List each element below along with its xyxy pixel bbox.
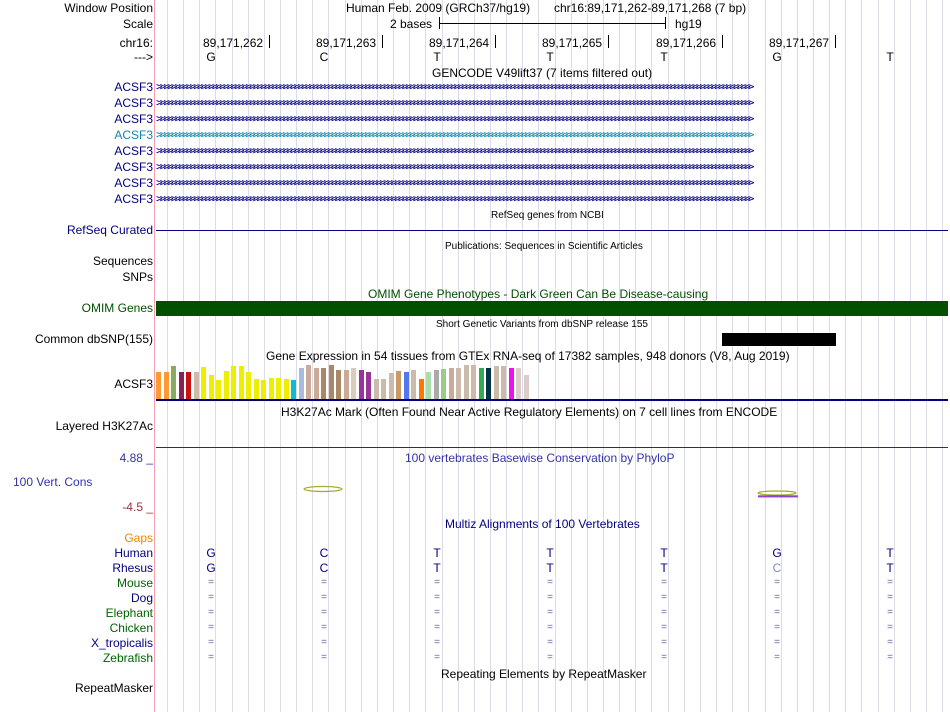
chrom-label: chr16: xyxy=(119,36,153,50)
multiz-base: = xyxy=(774,652,780,663)
gtex-tissue-bar[interactable] xyxy=(171,366,176,399)
multiz-base: G xyxy=(206,546,216,560)
gtex-tissue-bar[interactable] xyxy=(261,380,266,399)
assembly-info[interactable]: Human Feb. 2009 (GRCh37/hg19) xyxy=(346,1,531,15)
reference-base: G xyxy=(206,50,216,64)
reference-base: C xyxy=(319,50,329,64)
phylop-min: -4.5 _ xyxy=(122,500,153,514)
multiz-base: C xyxy=(319,561,329,575)
multiz-base: = xyxy=(321,637,327,648)
multiz-base: T xyxy=(433,561,441,575)
reference-base: T xyxy=(546,50,554,64)
multiz-base: = xyxy=(321,592,327,603)
multiz-species-label[interactable]: Rhesus xyxy=(112,561,153,575)
multiz-base: = xyxy=(208,592,214,603)
multiz-base: = xyxy=(661,607,667,618)
multiz-base: = xyxy=(208,652,214,663)
gtex-tissue-bar[interactable] xyxy=(254,379,259,399)
gtex-tissue-bar[interactable] xyxy=(329,365,334,399)
multiz-base: T xyxy=(546,561,554,575)
multiz-base: = xyxy=(661,652,667,663)
multiz-base: = xyxy=(887,622,893,633)
multiz-base: = xyxy=(321,622,327,633)
gtex-tissue-bar[interactable] xyxy=(479,368,484,399)
gtex-tissue-bar[interactable] xyxy=(239,366,244,399)
h3k27ac-track-title: H3K27Ac Mark (Often Found Near Active Regulatory Elements) on 7 cell lines from ENCODE xyxy=(281,405,778,419)
gtex-tissue-bar[interactable] xyxy=(156,372,161,399)
gtex-tissue-bar[interactable] xyxy=(471,365,476,399)
gtex-tissue-bar[interactable] xyxy=(209,375,214,399)
gencode-item-label[interactable]: ACSF3 xyxy=(114,128,153,142)
gtex-tissue-bar[interactable] xyxy=(486,368,491,399)
gencode-item-label[interactable]: ACSF3 xyxy=(114,96,153,110)
gtex-tissue-bar[interactable] xyxy=(299,368,304,399)
gtex-tissue-bar[interactable] xyxy=(269,378,274,399)
coordinate-label: 89,171,263 xyxy=(316,36,377,50)
multiz-base: = xyxy=(434,622,440,633)
dbsnp-track-title: Short Genetic Variants from dbSNP release 155 xyxy=(436,319,648,330)
multiz-base: T xyxy=(660,546,668,560)
gencode-transcript[interactable]: >>>>>>>>>>>>>>>>>>>>>>>>>>>>>>>>>>>>>>>>>>>>>>>>>>>>>>>>>>>>>>>>>>>>>>>>>>>>>>>>>>>>>>>>>>>>>>>>>>>>>>>>>>>>>>>>>>>>>>>>>>>>>>>>>>>>>>>>>>>>>>>>>>>>>>>>>>>>>>>> xyxy=(156,128,752,141)
multiz-base: = xyxy=(547,577,553,588)
multiz-base: C xyxy=(772,561,782,575)
multiz-base: = xyxy=(547,637,553,648)
coordinate-tick xyxy=(269,35,270,48)
window-position-label: Window Position xyxy=(64,1,153,15)
gtex-tissue-bar[interactable] xyxy=(464,365,469,399)
multiz-base: = xyxy=(434,592,440,603)
h3k27ac-baseline xyxy=(156,447,948,448)
gtex-tissue-bar[interactable] xyxy=(509,368,514,399)
gencode-transcript[interactable]: >>>>>>>>>>>>>>>>>>>>>>>>>>>>>>>>>>>>>>>>>>>>>>>>>>>>>>>>>>>>>>>>>>>>>>>>>>>>>>>>>>>>>>>>>>>>>>>>>>>>>>>>>>>>>>>>>>>>>>>>>>>>>>>>>>>>>>>>>>>>>>>>>>>>>>>>>>>>>>>> xyxy=(156,112,752,125)
multiz-base: T xyxy=(660,561,668,575)
gtex-tissue-bar[interactable] xyxy=(336,370,341,399)
gtex-tissue-bar[interactable] xyxy=(426,372,431,399)
gtex-tissue-bar[interactable] xyxy=(351,368,356,399)
gtex-tissue-bar[interactable] xyxy=(231,366,236,399)
gtex-tissue-bar[interactable] xyxy=(194,372,199,399)
gtex-tissue-bar[interactable] xyxy=(374,379,379,399)
gtex-tissue-bar[interactable] xyxy=(389,373,394,399)
multiz-base: = xyxy=(547,652,553,663)
strand-label: ---> xyxy=(134,50,153,64)
scale-db: hg19 xyxy=(675,17,702,31)
repeatmasker-label[interactable]: RepeatMasker xyxy=(74,681,153,695)
gtex-tissue-bar[interactable] xyxy=(359,370,364,399)
multiz-base: = xyxy=(774,637,780,648)
reference-base: T xyxy=(660,50,668,64)
gtex-barchart[interactable] xyxy=(156,365,536,399)
multiz-gaps-label[interactable]: Gaps xyxy=(124,531,153,545)
multiz-base: = xyxy=(208,607,214,618)
coordinate-label: 89,171,266 xyxy=(656,36,717,50)
position-text[interactable]: chr16:89,171,262-89,171,268 (7 bp) xyxy=(554,1,747,15)
gtex-tissue-bar[interactable] xyxy=(201,367,206,399)
coordinate-label: 89,171,265 xyxy=(542,36,603,50)
publications-track-title: Publications: Sequences in Scientific Articles xyxy=(445,241,643,252)
h3k27ac-label[interactable]: Layered H3K27Ac xyxy=(55,419,153,433)
multiz-base: = xyxy=(321,652,327,663)
gtex-tissue-bar[interactable] xyxy=(284,379,289,399)
coordinate-tick xyxy=(382,35,383,48)
multiz-base: = xyxy=(321,607,327,618)
omim-label[interactable]: OMIM Genes xyxy=(81,301,153,315)
multiz-base: = xyxy=(774,607,780,618)
multiz-base: = xyxy=(774,622,780,633)
publications-label-sequences[interactable]: Sequences xyxy=(92,254,153,268)
gtex-tissue-bar[interactable] xyxy=(306,365,311,399)
repeatmasker-track-title: Repeating Elements by RepeatMasker xyxy=(441,667,647,681)
gtex-tissue-bar[interactable] xyxy=(224,371,229,399)
multiz-base: G xyxy=(206,561,216,575)
scale-bar xyxy=(439,17,666,29)
reference-base: G xyxy=(772,50,782,64)
gencode-item-label[interactable]: ACSF3 xyxy=(114,80,153,94)
gtex-tissue-bar[interactable] xyxy=(179,372,184,399)
gtex-tissue-bar[interactable] xyxy=(381,379,386,399)
phylop-signal-left xyxy=(300,482,350,496)
multiz-base: = xyxy=(887,592,893,603)
multiz-species-label[interactable]: Human xyxy=(114,546,153,560)
phylop-max: 4.88 _ xyxy=(119,451,153,465)
multiz-base: = xyxy=(887,577,893,588)
gtex-tissue-bar[interactable] xyxy=(411,370,416,399)
label-separator xyxy=(154,0,155,712)
gtex-tissue-bar[interactable] xyxy=(321,368,326,399)
multiz-base: = xyxy=(774,592,780,603)
dbsnp-label[interactable]: Common dbSNP(155) xyxy=(34,332,153,346)
gtex-track-title: Gene Expression in 54 tissues from GTEx RNA-seq of 17382 samples, 948 donors (V8, Aug 2019) xyxy=(266,349,790,363)
multiz-species-label[interactable]: Chicken xyxy=(109,621,153,635)
gtex-tissue-bar[interactable] xyxy=(291,380,296,399)
gtex-tissue-bar[interactable] xyxy=(449,368,454,399)
gtex-tissue-bar[interactable] xyxy=(501,366,506,399)
multiz-base: = xyxy=(887,607,893,618)
coordinate-tick xyxy=(835,35,836,48)
gtex-label[interactable]: ACSF3 xyxy=(114,377,153,391)
coordinate-tick xyxy=(495,35,496,48)
refseq-track-title: RefSeq genes from NCBI xyxy=(491,210,604,221)
multiz-base: = xyxy=(887,637,893,648)
multiz-track-title: Multiz Alignments of 100 Vertebrates xyxy=(445,517,640,531)
gtex-tissue-bar[interactable] xyxy=(441,369,446,399)
multiz-base: = xyxy=(547,622,553,633)
gencode-item-label[interactable]: ACSF3 xyxy=(114,160,153,174)
gtex-tissue-bar[interactable] xyxy=(404,372,409,399)
multiz-base: T xyxy=(886,546,894,560)
multiz-base: = xyxy=(208,622,214,633)
multiz-base: = xyxy=(434,652,440,663)
omim-track-title: OMIM Gene Phenotypes - Dark Green Can Be Disease-causing xyxy=(368,287,709,301)
multiz-base: = xyxy=(321,577,327,588)
multiz-base: G xyxy=(772,546,782,560)
dbsnp-variant-block[interactable] xyxy=(722,333,836,346)
gtex-tissue-bar[interactable] xyxy=(524,375,529,399)
multiz-base: = xyxy=(208,637,214,648)
gencode-track-title: GENCODE V49lift37 (7 items filtered out) xyxy=(432,66,653,80)
gtex-tissue-bar[interactable] xyxy=(396,371,401,399)
gtex-tissue-bar[interactable] xyxy=(516,368,521,399)
multiz-base: = xyxy=(547,592,553,603)
multiz-base: = xyxy=(434,637,440,648)
refseq-gene-line[interactable] xyxy=(156,230,948,231)
multiz-base: = xyxy=(208,577,214,588)
gtex-gene-line[interactable] xyxy=(156,399,948,401)
coordinate-label: 89,171,262 xyxy=(203,36,264,50)
multiz-base: = xyxy=(434,577,440,588)
gtex-tissue-bar[interactable] xyxy=(366,372,371,399)
coordinate-label: 89,171,267 xyxy=(769,36,830,50)
multiz-base: = xyxy=(661,622,667,633)
publications-label-snps[interactable]: SNPs xyxy=(122,270,153,284)
multiz-base: = xyxy=(547,607,553,618)
multiz-base: = xyxy=(661,592,667,603)
omim-bar[interactable] xyxy=(156,301,948,316)
gtex-tissue-bar[interactable] xyxy=(419,379,424,399)
gencode-transcript[interactable]: >>>>>>>>>>>>>>>>>>>>>>>>>>>>>>>>>>>>>>>>>>>>>>>>>>>>>>>>>>>>>>>>>>>>>>>>>>>>>>>>>>>>>>>>>>>>>>>>>>>>>>>>>>>>>>>>>>>>>>>>>>>>>>>>>>>>>>>>>>>>>>>>>>>>>>>>>>>>>>>> xyxy=(156,80,752,93)
multiz-species-label[interactable]: Dog xyxy=(130,591,153,605)
gencode-transcript[interactable]: >>>>>>>>>>>>>>>>>>>>>>>>>>>>>>>>>>>>>>>>>>>>>>>>>>>>>>>>>>>>>>>>>>>>>>>>>>>>>>>>>>>>>>>>>>>>>>>>>>>>>>>>>>>>>>>>>>>>>>>>>>>>>>>>>>>>>>>>>>>>>>>>>>>>>>>>>>>>>>>> xyxy=(156,144,752,157)
multiz-base: T xyxy=(433,546,441,560)
gencode-item-label[interactable]: ACSF3 xyxy=(114,176,153,190)
coordinate-tick xyxy=(722,35,723,48)
gtex-tissue-bar[interactable] xyxy=(276,378,281,399)
multiz-base: T xyxy=(546,546,554,560)
gtex-tissue-bar[interactable] xyxy=(344,370,349,399)
gencode-transcript[interactable]: >>>>>>>>>>>>>>>>>>>>>>>>>>>>>>>>>>>>>>>>>>>>>>>>>>>>>>>>>>>>>>>>>>>>>>>>>>>>>>>>>>>>>>>>>>>>>>>>>>>>>>>>>>>>>>>>>>>>>>>>>>>>>>>>>>>>>>>>>>>>>>>>>>>>>>>>>>>>>>>> xyxy=(156,96,752,109)
gtex-tissue-bar[interactable] xyxy=(246,372,251,399)
multiz-species-label[interactable]: Elephant xyxy=(105,606,153,620)
gtex-tissue-bar[interactable] xyxy=(494,366,499,399)
phylop-track-title: 100 vertebrates Basewise Conservation by PhyloP xyxy=(405,451,675,465)
multiz-base: = xyxy=(661,637,667,648)
gencode-transcript[interactable]: >>>>>>>>>>>>>>>>>>>>>>>>>>>>>>>>>>>>>>>>>>>>>>>>>>>>>>>>>>>>>>>>>>>>>>>>>>>>>>>>>>>>>>>>>>>>>>>>>>>>>>>>>>>>>>>>>>>>>>>>>>>>>>>>>>>>>>>>>>>>>>>>>>>>>>>>>>>>>>>> xyxy=(156,160,752,173)
gencode-transcript[interactable]: >>>>>>>>>>>>>>>>>>>>>>>>>>>>>>>>>>>>>>>>>>>>>>>>>>>>>>>>>>>>>>>>>>>>>>>>>>>>>>>>>>>>>>>>>>>>>>>>>>>>>>>>>>>>>>>>>>>>>>>>>>>>>>>>>>>>>>>>>>>>>>>>>>>>>>>>>>>>>>>> xyxy=(156,192,752,205)
multiz-species-label[interactable]: Mouse xyxy=(116,576,153,590)
multiz-species-label[interactable]: Zebrafish xyxy=(102,651,153,665)
gencode-transcript[interactable]: >>>>>>>>>>>>>>>>>>>>>>>>>>>>>>>>>>>>>>>>>>>>>>>>>>>>>>>>>>>>>>>>>>>>>>>>>>>>>>>>>>>>>>>>>>>>>>>>>>>>>>>>>>>>>>>>>>>>>>>>>>>>>>>>>>>>>>>>>>>>>>>>>>>>>>>>>>>>>>>> xyxy=(156,176,752,189)
coordinate-tick xyxy=(608,35,609,48)
gencode-item-label[interactable]: ACSF3 xyxy=(114,144,153,158)
gtex-tissue-bar[interactable] xyxy=(314,368,319,399)
multiz-base: = xyxy=(661,577,667,588)
multiz-base: = xyxy=(774,577,780,588)
gtex-tissue-bar[interactable] xyxy=(456,368,461,399)
gencode-item-label[interactable]: ACSF3 xyxy=(114,192,153,206)
reference-base: T xyxy=(433,50,441,64)
phylop-signal-right xyxy=(752,487,804,501)
multiz-base: = xyxy=(434,607,440,618)
multiz-base: T xyxy=(886,561,894,575)
phylop-label[interactable]: 100 Vert. Cons xyxy=(13,475,93,489)
multiz-species-label[interactable]: X_tropicalis xyxy=(90,636,153,650)
gtex-tissue-bar[interactable] xyxy=(164,372,169,399)
gtex-tissue-bar[interactable] xyxy=(434,370,439,399)
scale-label: Scale xyxy=(122,17,153,31)
scale-text: 2 bases xyxy=(390,17,433,31)
multiz-base: C xyxy=(319,546,329,560)
reference-base: T xyxy=(886,50,894,64)
multiz-base: = xyxy=(887,652,893,663)
coordinate-label: 89,171,264 xyxy=(429,36,490,50)
refseq-label[interactable]: RefSeq Curated xyxy=(66,223,153,237)
gtex-tissue-bar[interactable] xyxy=(216,380,221,399)
gencode-item-label[interactable]: ACSF3 xyxy=(114,112,153,126)
gtex-tissue-bar[interactable] xyxy=(186,372,191,399)
